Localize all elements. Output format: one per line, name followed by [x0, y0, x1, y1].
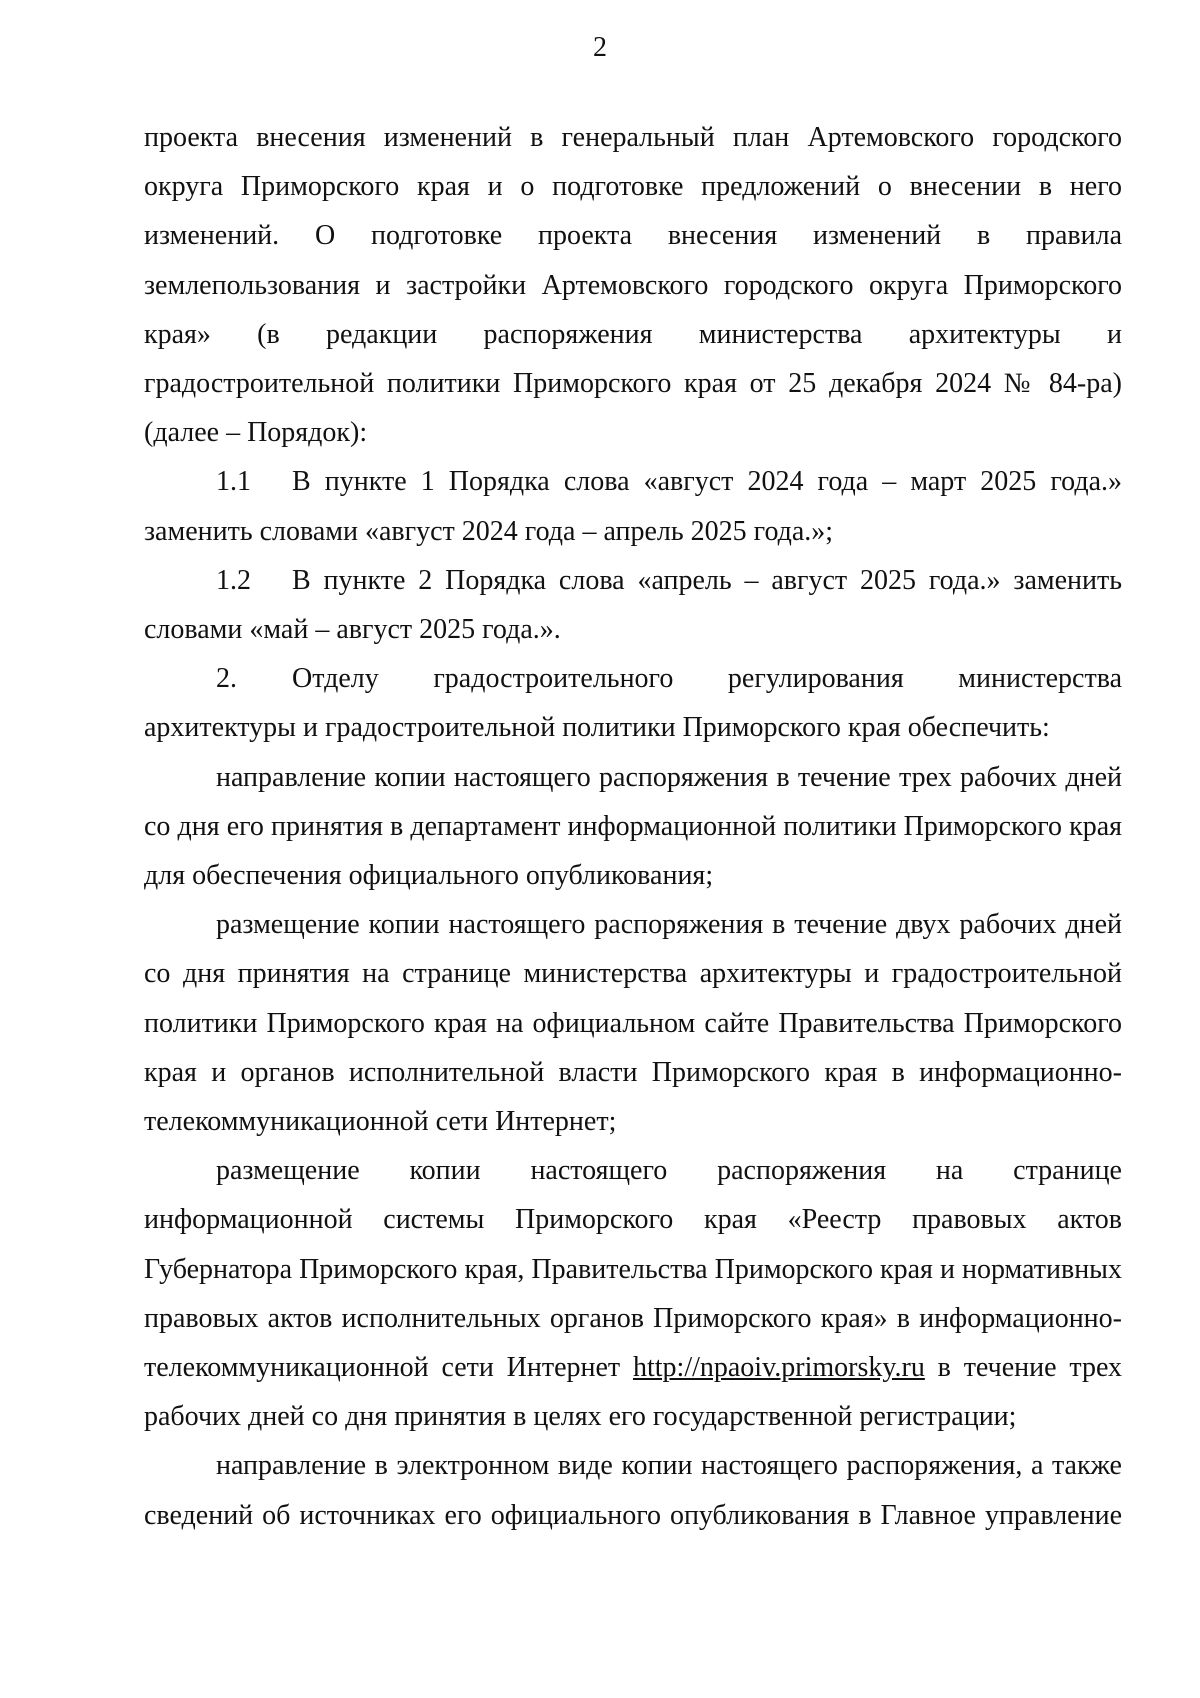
paragraph-1-1	[144, 457, 1122, 555]
item-number-1-1: 1.1	[216, 466, 251, 498]
paragraph-publish-site: размещение копии настоящего распоряжения в течение двух рабочих дней со дня принятия на странице министерства архитектуры и градостроительной политики Приморского края на официальном сайте Правительства Приморского края и органов исполнительной власти Приморского края в информационно-телекоммуникационной сети Интернет;	[144, 909, 1122, 1138]
paragraph-2-text: Отделу градостроительного регулирования министерства архитектуры и градостроительной политики Приморского края обеспечить:	[144, 663, 1122, 744]
paragraph-electronic-copy: направление в электронном виде копии настоящего распоряжения, а также сведений об источниках его официального опубликования в Главное управление	[144, 1450, 1122, 1531]
paragraph-1-2	[144, 556, 1122, 654]
item-number-2: 2.	[216, 663, 237, 695]
paragraph-register-text: размещение копии настоящего распоряжения на странице информационной системы Приморского края «Реестр правовых актов Губернатора Приморского края, Правительства Приморского края и нормативных правовых актов исполнительных органов Приморского края» в информационно-телекоммуникационной сети Интернет	[144, 1155, 1122, 1384]
paragraph-register	[144, 1146, 1122, 1441]
paragraph-1-2-text: В пункте 2 Порядка слова «апрель – август 2025 года.» заменить словами «май – август 2025 года.».	[144, 564, 1122, 646]
paragraph-intro-continuation: проекта внесения изменений в генеральный план Артемовского городского округа Приморского края и о подготовке предложений о внесении в него изменений. О подготовке проекта внесения изменений в правила землепользования и застройки Артемовского городского округа Приморского края» (в редакции распоряжения министерства архитектуры и градостроительной политики Приморского края от 25 декабря 2024 № 84-ра) (далее – Порядок):	[144, 122, 1122, 449]
page-number: 2	[593, 32, 607, 63]
document-body	[144, 113, 1122, 1540]
paragraph-register-tail: в течение трех рабочих дней со дня принятия в целях его государственной регистрации;	[144, 1352, 1123, 1433]
paragraph-1-1-text: В пункте 1 Порядка слова «август 2024 года – март 2025 года.» заменить словами «август 2024 года – апрель 2025 года.»;	[144, 466, 1122, 547]
paragraph-send-copy: направление копии настоящего распоряжения в течение трех рабочих дней со дня его принятия в департамент информационной политики Приморского края для обеспечения официального опубликования;	[144, 761, 1122, 892]
registry-link[interactable]: http://npaoiv.primorsky.ru	[632, 1352, 925, 1384]
paragraph-2	[144, 654, 1122, 752]
item-number-1-2: 1.2	[216, 564, 251, 596]
